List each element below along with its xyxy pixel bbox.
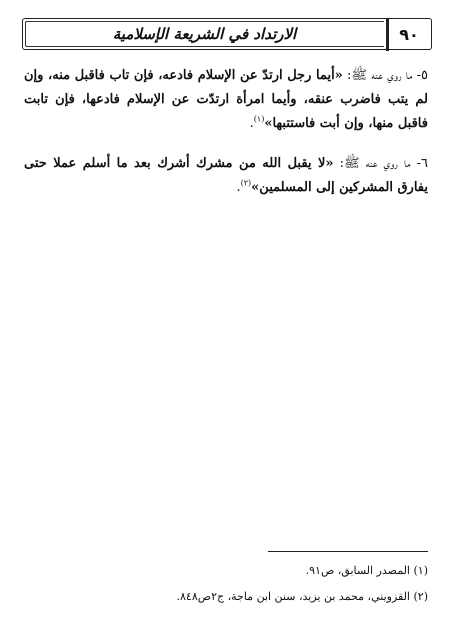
paragraph-number: ٥- — [416, 68, 428, 83]
paragraph-number: ٦- — [416, 156, 428, 171]
page-number: ٩٠ — [399, 24, 419, 44]
footnote-ref[interactable]: (٢) — [240, 178, 252, 188]
hadith-quote: «لا يقبل الله من مشرك أشرك بعد ما أسلم عملا حتى يفارق المشركين إلى المسلمين» — [24, 156, 428, 195]
paragraph-5 — [24, 64, 428, 136]
footnote-divider — [268, 551, 428, 552]
footnotes — [24, 558, 428, 610]
footnote-ref[interactable]: (١) — [253, 114, 265, 124]
paragraph-intro: ما روي عنه ﷺ: — [342, 68, 417, 83]
running-header — [22, 18, 432, 50]
page-body — [24, 64, 428, 216]
page-number-frame — [386, 18, 432, 50]
hadith-quote: «أيما رجل ارتدّ عن الإسلام فادعه، فإن تاب فاقبل منه، وإن لم يتب فاضرب عنقه، وأيما امرأة ارتدّت عن الإسلام فادعها، فإن تابت فاقبل منها، وإن أبت فاستتبها» — [24, 68, 428, 131]
paragraph-6 — [24, 152, 428, 200]
header-title: الارتداد في الشريعة الإسلامية — [112, 25, 297, 43]
footnote-2: (٢) القزويني، محمد بن يزيد، سنن ابن ماجة، ج٢ص٨٤٨. — [176, 590, 428, 603]
header-title-frame — [22, 18, 386, 50]
paragraph-end: . — [249, 116, 254, 131]
paragraph-end: . — [236, 180, 241, 195]
paragraph-intro: ما روي عنه ﷺ: — [333, 156, 417, 171]
footnote-1: (١) المصدر السابق، ص٩١. — [305, 564, 428, 577]
